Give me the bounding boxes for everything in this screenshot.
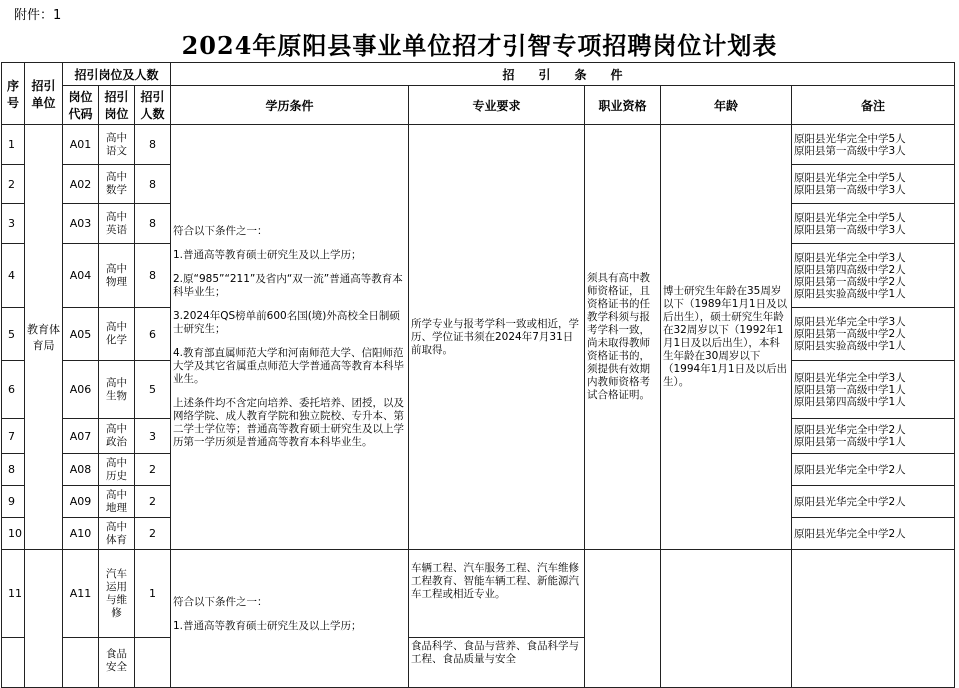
remark-line: 原阳县光华完全中学3人 xyxy=(794,371,906,384)
seq-cell xyxy=(2,638,25,688)
code-cell: A10 xyxy=(63,518,99,550)
header-unit: 招引单位 xyxy=(25,63,63,125)
remark-line: 原阳县第一高级中学2人 xyxy=(794,275,906,288)
code-cell: A05 xyxy=(63,308,99,361)
seq-cell: 9 xyxy=(2,486,25,518)
remarks-cell xyxy=(792,165,955,204)
edu-line: 上述条件均不含定向培养、委托培养、团授，以及网络学院、成人教育学院和独立院校、专升本、第二学士学位等；普通高等教育硕士研究生及以上学历第一学历须是普通高等教育本科毕业生。 xyxy=(173,397,404,448)
position-cell: 食品安全 xyxy=(99,638,135,688)
seq-cell: 7 xyxy=(2,419,25,454)
count-cell: 6 xyxy=(135,308,171,361)
header-education: 学历条件 xyxy=(171,86,409,125)
position-cell: 高中数学 xyxy=(99,165,135,204)
position-cell: 高中体育 xyxy=(99,518,135,550)
edu-line: 3.2024年QS榜单前600名国(境)外高校全日制硕士研究生； xyxy=(173,310,400,335)
header-count: 招引人数 xyxy=(135,86,171,125)
position-cell: 高中生物 xyxy=(99,361,135,419)
edu-line: 符合以下条件之一： xyxy=(173,225,268,237)
code-cell: A09 xyxy=(63,486,99,518)
page-title: 2024年原阳县事业单位招才引智专项招聘岗位计划表 xyxy=(181,31,778,60)
remarks-cell-2 xyxy=(792,550,955,688)
position-cell: 高中物理 xyxy=(99,244,135,308)
education-conditions-cell-2 xyxy=(171,550,409,688)
header-code: 岗位代码 xyxy=(63,86,99,125)
remark-line: 原阳县光华完全中学2人 xyxy=(794,495,906,508)
code-cell: A11 xyxy=(63,550,99,638)
count-cell: 2 xyxy=(135,454,171,486)
remark-line: 原阳县第一高级中学1人 xyxy=(794,383,906,396)
count-cell: 8 xyxy=(135,125,171,165)
count-cell: 8 xyxy=(135,165,171,204)
remarks-cell xyxy=(792,204,955,244)
unit-cell-2 xyxy=(25,550,63,688)
qualification-cell: 须具有高中教师资格证，且资格证书的任教学科须与报考学科一致，尚未取得教师资格证书的，须提供有效期内教师资格考试合格证明。 xyxy=(585,125,661,550)
remark-line: 原阳县实验高级中学1人 xyxy=(794,340,906,352)
seq-cell: 11 xyxy=(2,550,25,638)
count-cell: 2 xyxy=(135,486,171,518)
position-cell: 高中政治 xyxy=(99,419,135,454)
count-cell: 1 xyxy=(135,550,171,638)
remarks-cell xyxy=(792,486,955,518)
edu-line: 符合以下条件之一： xyxy=(173,596,268,608)
remark-line: 原阳县光华完全中学3人 xyxy=(794,316,906,328)
position-cell: 高中历史 xyxy=(99,454,135,486)
remarks-cell xyxy=(792,125,955,165)
remarks-cell xyxy=(792,361,955,419)
code-cell: A06 xyxy=(63,361,99,419)
seq-cell: 1 xyxy=(2,125,25,165)
position-cell: 高中英语 xyxy=(99,204,135,244)
seq-cell: 8 xyxy=(2,454,25,486)
remark-line: 原阳县实验高级中学1人 xyxy=(794,287,906,300)
age-cell: 博士研究生年龄在35周岁以下（1989年1月1日及以后出生），硕士研究生年龄在32周岁以下（1992年1月1日及以后出生），本科生年龄在30周岁以下（1994年1月1日及以后出生）。 xyxy=(661,125,792,550)
edu-line: 4.教育部直属师范大学和河南师范大学、信阳师范大学及其它省属重点师范大学普通高等教育本科毕业生。 xyxy=(173,347,404,385)
edu-line: 1.普通高等教育硕士研究生及以上学历； xyxy=(173,620,362,632)
remark-line: 原阳县光华完全中学2人 xyxy=(794,463,906,476)
remark-line: 原阳县光华完全中学5人 xyxy=(794,172,906,184)
remark-line: 原阳县第一高级中学1人 xyxy=(794,436,906,448)
remark-line: 原阳县光华完全中学3人 xyxy=(794,251,906,264)
remark-line: 原阳县光华完全中学2人 xyxy=(794,527,906,540)
code-cell: A01 xyxy=(63,125,99,165)
edu-line: 1.普通高等教育硕士研究生及以上学历； xyxy=(173,249,362,261)
header-conditions-group: 招 引 条 件 xyxy=(171,63,955,86)
header-qualification: 职业资格 xyxy=(585,86,661,125)
remark-line: 原阳县第一高级中学3人 xyxy=(794,184,906,196)
remark-line: 原阳县光华完全中学5人 xyxy=(794,132,906,145)
count-cell: 2 xyxy=(135,518,171,550)
remark-line: 原阳县光华完全中学2人 xyxy=(794,424,906,436)
remarks-cell xyxy=(792,308,955,361)
major-requirements-cell: 所学专业与报考学科一致或相近，学历、学位证书须在2024年7月31日前取得。 xyxy=(409,125,585,550)
age-cell-2 xyxy=(661,550,792,688)
seq-cell: 10 xyxy=(2,518,25,550)
code-cell xyxy=(63,638,99,688)
remark-line: 原阳县光华完全中学5人 xyxy=(794,211,906,224)
header-remarks: 备注 xyxy=(792,86,955,125)
seq-cell: 2 xyxy=(2,165,25,204)
count-cell: 8 xyxy=(135,244,171,308)
unit-cell: 教育体育局 xyxy=(25,125,63,550)
remarks-cell xyxy=(792,419,955,454)
remark-line: 原阳县第一高级中学2人 xyxy=(794,328,906,340)
remarks-cell xyxy=(792,244,955,308)
header-seq: 序号 xyxy=(2,63,25,125)
remarks-cell xyxy=(792,454,955,486)
attachment-label: 附件：1 xyxy=(14,8,62,23)
count-cell xyxy=(135,638,171,688)
code-cell: A02 xyxy=(63,165,99,204)
remark-line: 原阳县第四高级中学1人 xyxy=(794,395,906,408)
header-position: 招引岗位 xyxy=(99,86,135,125)
position-cell: 汽车运用与维修 xyxy=(99,550,135,638)
position-cell: 高中语文 xyxy=(99,125,135,165)
qualification-cell-2 xyxy=(585,550,661,688)
position-cell: 高中地理 xyxy=(99,486,135,518)
table-row xyxy=(2,550,955,638)
remarks-cell xyxy=(792,518,955,550)
code-cell: A04 xyxy=(63,244,99,308)
recruitment-table xyxy=(1,62,955,688)
remark-line: 原阳县第四高级中学2人 xyxy=(794,263,906,276)
header-age: 年龄 xyxy=(661,86,792,125)
seq-cell: 5 xyxy=(2,308,25,361)
code-cell: A03 xyxy=(63,204,99,244)
seq-cell: 6 xyxy=(2,361,25,419)
header-major: 专业要求 xyxy=(409,86,585,125)
code-cell: A07 xyxy=(63,419,99,454)
code-cell: A08 xyxy=(63,454,99,486)
count-cell: 5 xyxy=(135,361,171,419)
remark-line: 原阳县第一高级中学3人 xyxy=(794,223,906,236)
major-requirements-cell: 食品科学、食品与营养、食品科学与工程、食品质量与安全 xyxy=(409,638,585,688)
count-cell: 3 xyxy=(135,419,171,454)
count-cell: 8 xyxy=(135,204,171,244)
education-conditions-cell xyxy=(171,125,409,550)
table-row xyxy=(2,125,955,165)
header-positions-group: 招引岗位及人数 xyxy=(63,63,171,86)
seq-cell: 3 xyxy=(2,204,25,244)
position-cell: 高中化学 xyxy=(99,308,135,361)
seq-cell: 4 xyxy=(2,244,25,308)
major-requirements-cell: 车辆工程、汽车服务工程、汽车维修工程教育、智能车辆工程、新能源汽车工程或相近专业。 xyxy=(409,550,585,638)
edu-line: 2.原“985”“211”及省内“双一流”普通高等教育本科毕业生； xyxy=(173,273,403,298)
remark-line: 原阳县第一高级中学3人 xyxy=(794,144,906,157)
